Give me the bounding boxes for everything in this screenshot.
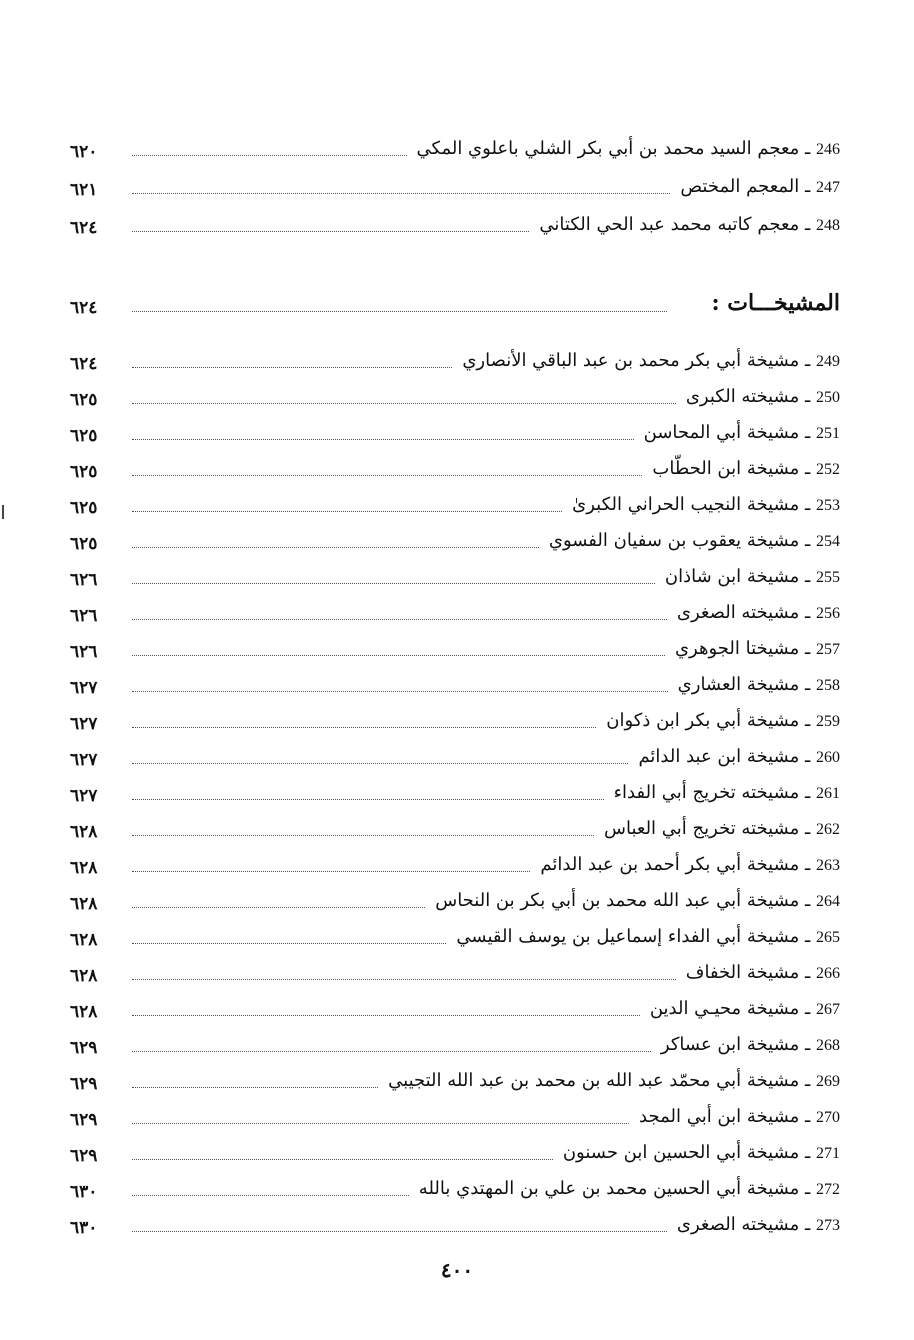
toc-entry-page-number: ٦٢٩ [70, 1074, 98, 1094]
toc-list-main [70, 342, 840, 1242]
toc-entry-number: 273 [816, 1217, 840, 1234]
dot-leader [132, 979, 676, 980]
toc-entry-page-number: ٦٢١ [70, 180, 98, 200]
toc-entry-number: 269 [816, 1073, 840, 1090]
toc-entry-text [458, 349, 840, 378]
toc-entry-number: 252 [816, 461, 840, 478]
toc-entry [70, 166, 840, 204]
toc-entry-title: ـ مشيخة أبي بكر محمد بن عبد الباقي الأنصاري [462, 350, 811, 371]
dot-leader [132, 547, 539, 548]
toc-entry-number: 250 [816, 389, 840, 406]
toc-entry-page-number: ٦٣٠ [70, 1218, 98, 1238]
toc-entry-title: ـ مشيخة يعقوب بن سفيان الفسوي [548, 530, 811, 551]
toc-entry [70, 738, 840, 774]
dot-leader [132, 763, 628, 764]
toc-entry-text [671, 637, 840, 666]
dot-leader [132, 1123, 629, 1124]
toc-entry-title: ـ المعجم المختص [680, 176, 811, 197]
toc-entry-text [415, 1177, 840, 1206]
dot-leader [132, 1195, 409, 1196]
toc-entry [70, 1062, 840, 1098]
toc-entry-title: ـ معجم السيد محمد بن أبي بكر الشلي باعلوي المكي [416, 138, 811, 159]
toc-entry-title: ـ مشيخة محيـي الدين [649, 998, 811, 1019]
dot-leader [132, 1051, 651, 1052]
toc-entry-text [568, 493, 840, 522]
toc-entry-number: 257 [816, 641, 840, 658]
toc-entry-title: ـ مشيخة ابن أبي المجد [639, 1106, 811, 1127]
toc-entry-number: 246 [816, 141, 840, 158]
toc-entry-title: ـ مشيخة أبي الفداء إسماعيل بن يوسف القيسي [456, 926, 811, 947]
toc-entry-number: 247 [816, 179, 840, 196]
dot-leader [132, 1231, 667, 1232]
toc-entry-number: 254 [816, 533, 840, 550]
toc-entry-text [673, 1213, 840, 1242]
toc-entry-page-number: ٦٢٥ [70, 498, 98, 518]
toc-entry [70, 594, 840, 630]
toc-entry-number: 255 [816, 569, 840, 586]
dot-leader [132, 871, 530, 872]
dot-leader [132, 583, 655, 584]
toc-entry-page-number: ٦٢٥ [70, 426, 98, 446]
toc-entry-title: ـ مشيخة أبي الحسين ابن حسنون [562, 1142, 811, 1163]
toc-entry-text [535, 213, 840, 242]
dot-leader [132, 1087, 378, 1088]
toc-entry-page-number: ٦٢٧ [70, 714, 98, 734]
toc-entry-number: 258 [816, 677, 840, 694]
section-page-number: ٦٢٤ [70, 298, 98, 318]
dot-leader [132, 511, 562, 512]
toc-entry-number: 248 [816, 217, 840, 234]
toc-entry-page-number: ٦٢٧ [70, 786, 98, 806]
dot-leader [132, 155, 407, 156]
dot-leader [132, 619, 667, 620]
toc-entry [70, 630, 840, 666]
toc-entry-text [646, 997, 840, 1026]
toc-entry-page-number: ٦٢٥ [70, 534, 98, 554]
toc-entry [70, 774, 840, 810]
toc-entry [70, 702, 840, 738]
toc-entry-title: ـ مشيخة أبي عبد الله محمد بن أبي بكر بن النحاس [435, 890, 811, 911]
toc-entry-title: ـ مشيخته الكبرى [685, 386, 811, 407]
toc-entry-page-number: ٦٢٦ [70, 570, 98, 590]
toc-entry-title: ـ مشيخة أبي بكر أحمد بن عبد الدائم [540, 854, 811, 875]
toc-entry-text [657, 1033, 840, 1062]
margin-mark [2, 505, 4, 519]
toc-entry-text [413, 137, 841, 166]
toc-entry [70, 450, 840, 486]
dot-leader [132, 691, 668, 692]
toc-entry [70, 1026, 840, 1062]
toc-entry-text [545, 529, 840, 558]
toc-entry [70, 486, 840, 522]
toc-entry-number: 264 [816, 893, 840, 910]
toc-entry-page-number: ٦٢٧ [70, 678, 98, 698]
toc-entry-title: ـ مشيخته تخريج أبي الفداء [613, 782, 811, 803]
toc-entry-title: ـ مشيخة ابن الحطّاب [652, 458, 811, 479]
toc-entry-text [431, 889, 840, 918]
dot-leader [132, 799, 604, 800]
toc-entry-number: 260 [816, 749, 840, 766]
toc-entry [70, 846, 840, 882]
toc-entry [70, 378, 840, 414]
toc-entry [70, 882, 840, 918]
toc-entry-text [600, 817, 840, 846]
dot-leader [132, 655, 665, 656]
toc-entry-number: 266 [816, 965, 840, 982]
toc-entry-text [640, 421, 840, 450]
toc-entry-title: ـ مشيخة النجيب الحراني الكبرىٰ [572, 494, 811, 515]
toc-entry [70, 1170, 840, 1206]
toc-entry-page-number: ٦٢٥ [70, 462, 98, 482]
toc-entry-page-number: ٦٢٨ [70, 930, 98, 950]
toc-entry-page-number: ٦٢٨ [70, 966, 98, 986]
toc-entry-text [635, 1105, 840, 1134]
toc-entry-page-number: ٦٢٨ [70, 1002, 98, 1022]
toc-entry-text [648, 457, 840, 486]
toc-entry-title: ـ مشيخة ابن عبد الدائم [638, 746, 811, 767]
toc-entry-page-number: ٦٣٠ [70, 1182, 98, 1202]
dot-leader [132, 943, 446, 944]
toc-entry-page-number: ٦٢٨ [70, 858, 98, 878]
dot-leader [132, 835, 594, 836]
toc-entry [70, 810, 840, 846]
toc-entry-text [673, 601, 840, 630]
toc-entry-number: 251 [816, 425, 840, 442]
dot-leader [132, 367, 452, 368]
dot-leader [132, 439, 634, 440]
toc-entry [70, 1206, 840, 1242]
dot-leader [132, 193, 670, 194]
toc-entry-page-number: ٦٢٧ [70, 750, 98, 770]
toc-entry-title: ـ مشيخة أبي بكر ابن ذكوان [606, 710, 811, 731]
toc-entry [70, 666, 840, 702]
toc-entry-number: 272 [816, 1181, 840, 1198]
toc-entry-title: ـ مشيخة الخفاف [685, 962, 811, 983]
toc-entry-number: 270 [816, 1109, 840, 1126]
toc-entry [70, 558, 840, 594]
dot-leader [132, 727, 596, 728]
toc-entry-text [674, 673, 840, 702]
toc-entry-text [634, 745, 840, 774]
toc-entry-number: 253 [816, 497, 840, 514]
toc-entry [70, 1098, 840, 1134]
toc-entry-title: ـ معجم كاتبه محمد عبد الحي الكتاني [539, 214, 811, 235]
toc-entry-page-number: ٦٢٤ [70, 354, 98, 374]
toc-entry-text [384, 1069, 840, 1098]
toc-entry [70, 954, 840, 990]
footer-page-number: ٤٠٠ [440, 1258, 474, 1282]
toc-list-top [70, 128, 840, 242]
toc-entry-title: ـ مشيخته الصغرى [676, 602, 811, 623]
toc-entry-page-number: ٦٢٩ [70, 1146, 98, 1166]
dot-leader [132, 1015, 640, 1016]
toc-entry-number: 256 [816, 605, 840, 622]
toc-entry [70, 128, 840, 166]
toc-entry-page-number: ٦٢٠ [70, 142, 98, 162]
toc-entry-page-number: ٦٢٦ [70, 606, 98, 626]
dot-leader [132, 907, 425, 908]
toc-entry-page-number: ٦٢٦ [70, 642, 98, 662]
toc-entry-text [661, 565, 840, 594]
toc-entry-number: 263 [816, 857, 840, 874]
toc-entry-title: ـ مشيخة ابن شاذان [664, 566, 811, 587]
toc-entry [70, 1134, 840, 1170]
toc-entry-page-number: ٦٢٩ [70, 1110, 98, 1130]
toc-entry-text [682, 385, 840, 414]
toc-entry [70, 918, 840, 954]
toc-entry-page-number: ٦٢٨ [70, 894, 98, 914]
section-title: المشيخـــات : [711, 290, 840, 316]
toc-entry-number: 265 [816, 929, 840, 946]
toc-entry-title: ـ مشيخته الصغرى [676, 1214, 811, 1235]
toc-entry-text [682, 961, 840, 990]
toc-entry [70, 990, 840, 1026]
toc-entry-title: ـ مشيختا الجوهري [674, 638, 811, 659]
toc-entry [70, 342, 840, 378]
toc-entry-title: ـ مشيخة أبي المحاسن [643, 422, 811, 443]
toc-entry-number: 262 [816, 821, 840, 838]
dot-leader [132, 231, 529, 232]
toc-entry-text [452, 925, 840, 954]
dot-leader [132, 475, 642, 476]
dot-leader [132, 311, 667, 312]
toc-entry [70, 414, 840, 450]
toc-entry-text [610, 781, 840, 810]
toc-entry-text [559, 1141, 840, 1170]
toc-entry-number: 261 [816, 785, 840, 802]
toc-entry-page-number: ٦٢٩ [70, 1038, 98, 1058]
toc-entry-page-number: ٦٢٨ [70, 822, 98, 842]
toc-entry-title: ـ مشيخته تخريج أبي العباس [604, 818, 811, 839]
toc-entry-text [676, 175, 840, 204]
toc-entry-title: ـ مشيخة أبي محمّد عبد الله بن محمد بن عبد الله التجيبي [388, 1070, 811, 1091]
toc-entry-text [602, 709, 840, 738]
toc-entry-title: ـ مشيخة العشاري [677, 674, 811, 695]
dot-leader [132, 403, 676, 404]
section-heading-row [70, 282, 840, 322]
toc-entry-text [536, 853, 840, 882]
toc-entry-number: 249 [816, 353, 840, 370]
toc-entry-page-number: ٦٢٤ [70, 218, 98, 238]
dot-leader [132, 1159, 553, 1160]
toc-entry-number: 267 [816, 1001, 840, 1018]
toc-entry [70, 204, 840, 242]
toc-entry-title: ـ مشيخة ابن عساكر [660, 1034, 811, 1055]
toc-entry-number: 271 [816, 1145, 840, 1162]
toc-entry-title: ـ مشيخة أبي الحسين محمد بن علي بن المهتدي بالله [418, 1178, 811, 1199]
toc-entry [70, 522, 840, 558]
toc-entry-number: 259 [816, 713, 840, 730]
toc-entry-page-number: ٦٢٥ [70, 390, 98, 410]
toc-entry-number: 268 [816, 1037, 840, 1054]
